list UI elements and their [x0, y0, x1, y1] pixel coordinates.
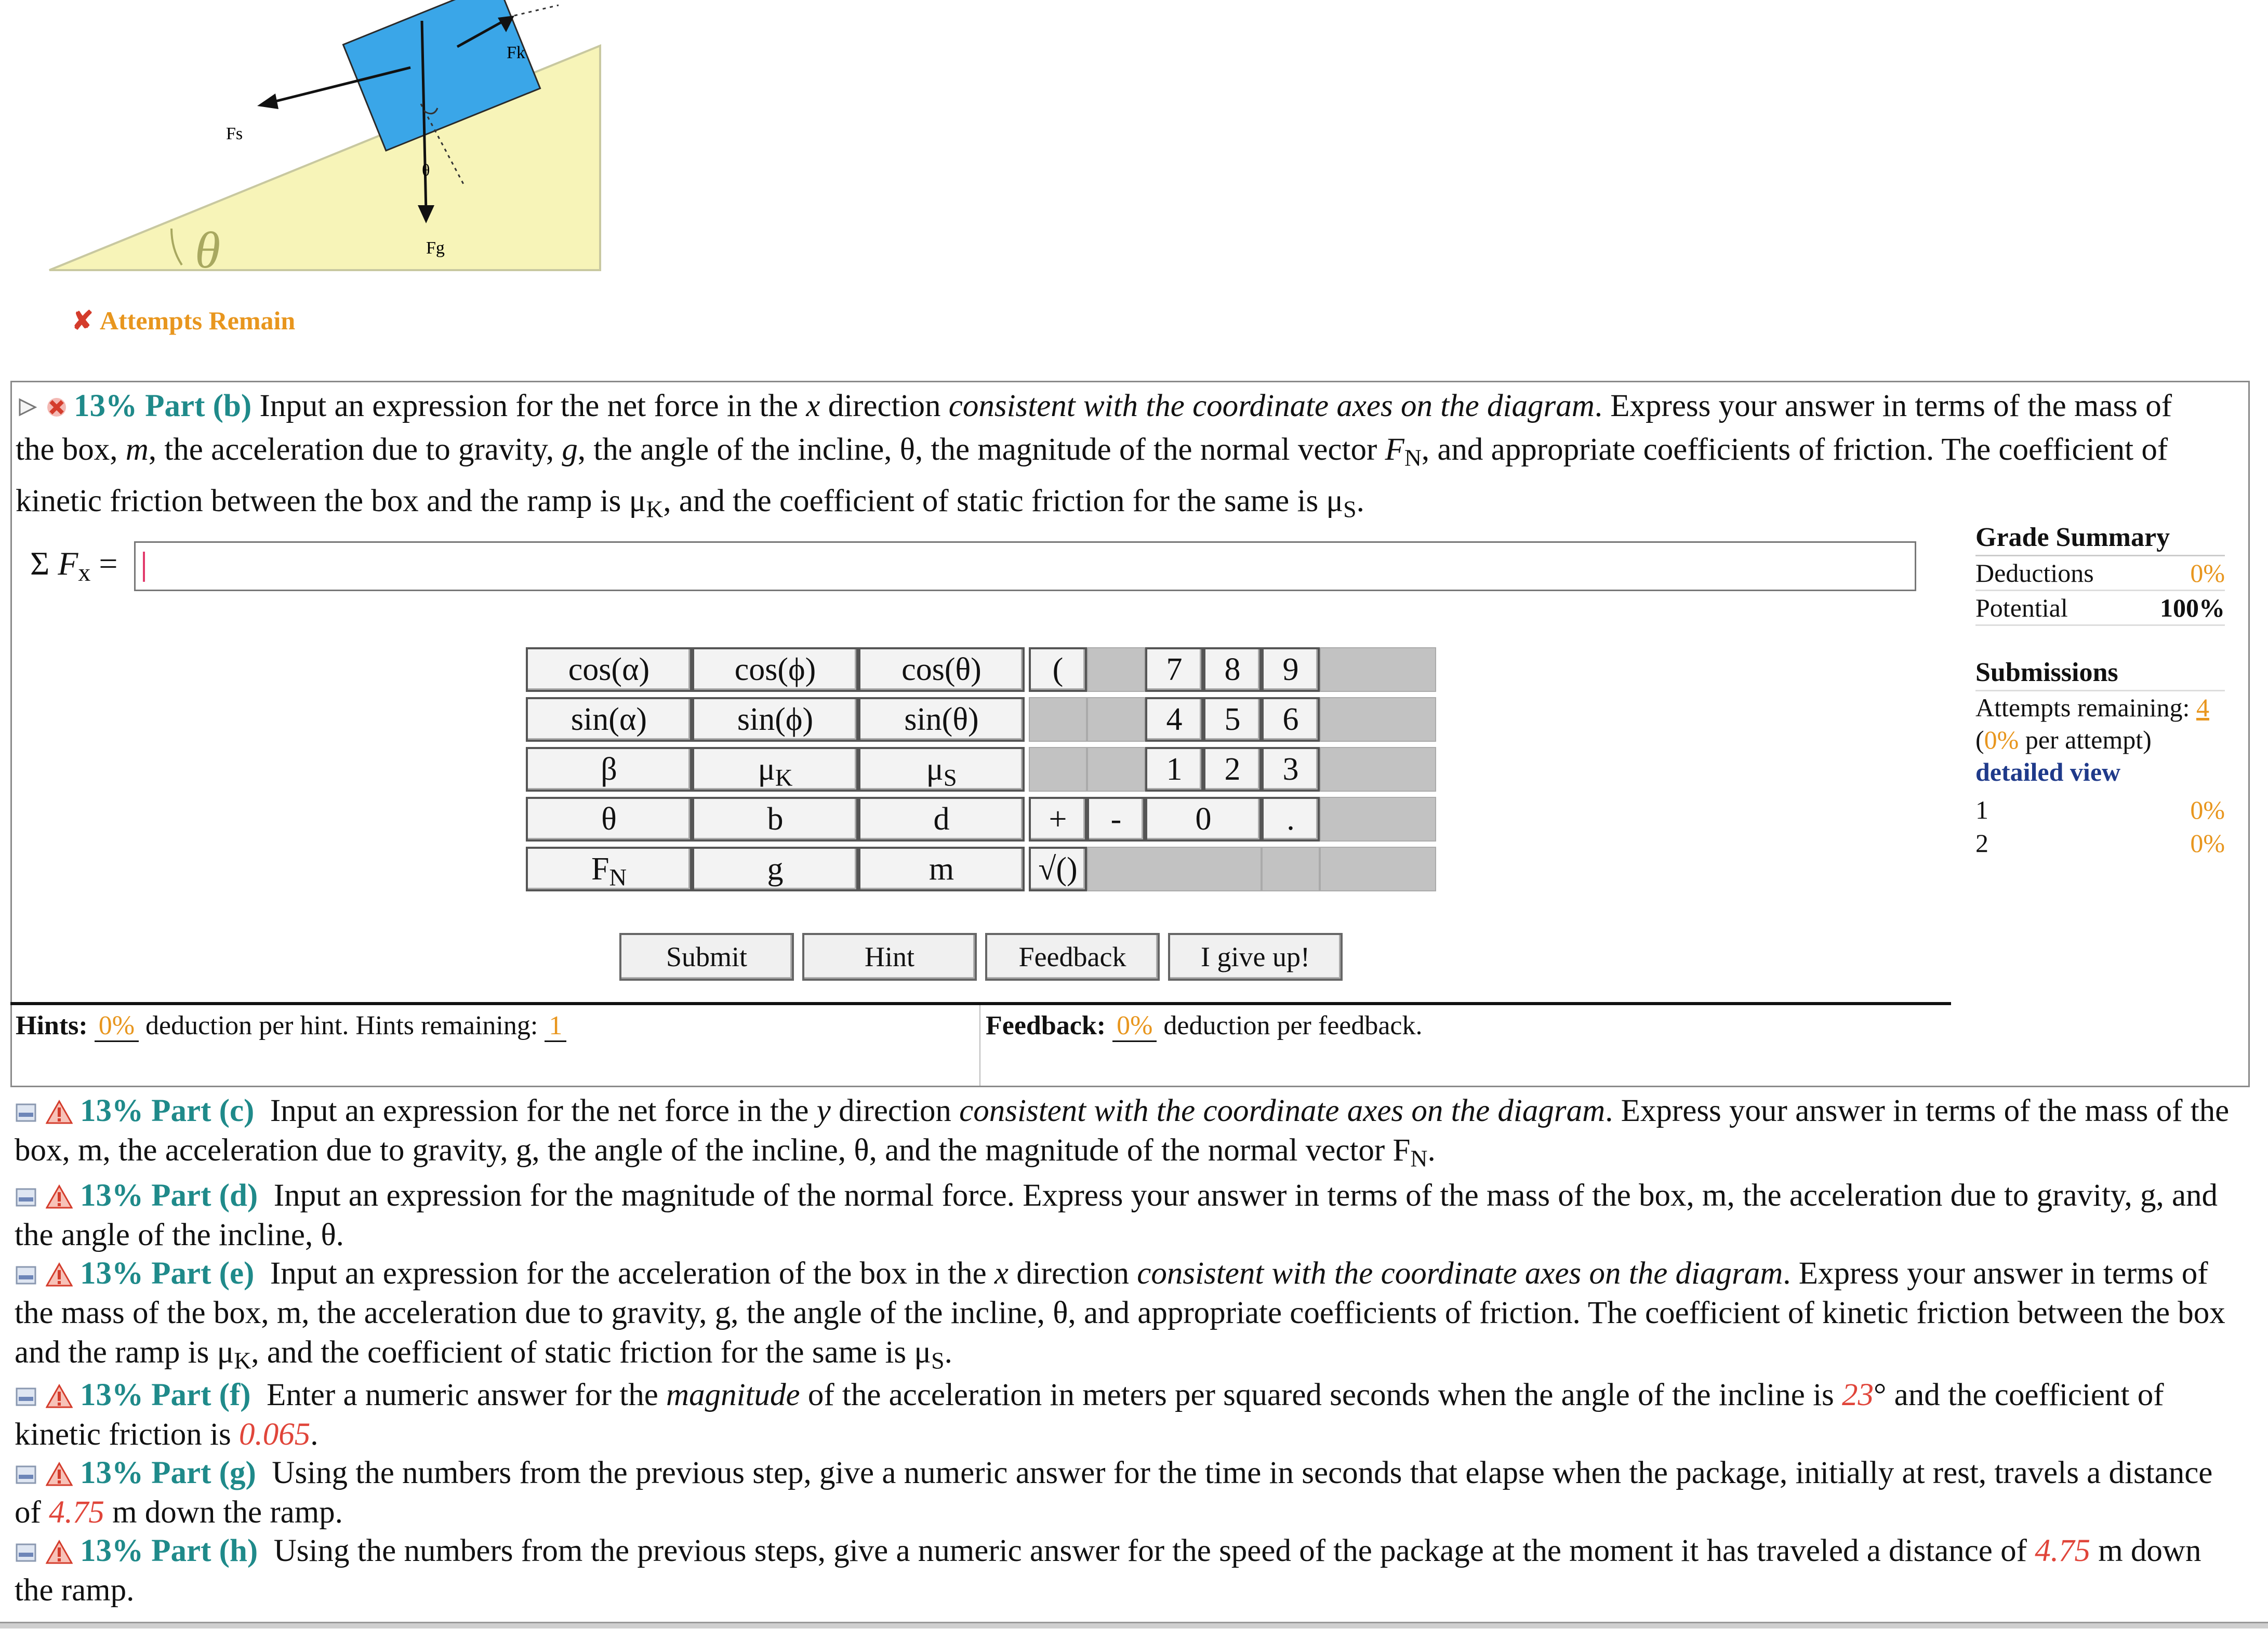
error-x-icon — [45, 395, 69, 419]
warning-icon — [46, 1262, 73, 1288]
blank-key — [1087, 647, 1145, 692]
blank-key — [1087, 697, 1145, 742]
incline-diagram — [47, 0, 608, 275]
doc-icon — [15, 1101, 37, 1124]
key-mu-k[interactable]: $\mu_K$ — [692, 747, 858, 792]
answer-input[interactable] — [134, 541, 1916, 591]
warning-icon — [46, 1461, 73, 1487]
doc-icon — [15, 1186, 37, 1209]
key-2[interactable]: 2 — [1203, 747, 1262, 792]
key-plus[interactable]: + — [1029, 797, 1087, 842]
doc-icon — [15, 1264, 37, 1287]
part-b-percent: 13% — [74, 389, 137, 423]
give-up-button[interactable]: I give up! — [1168, 933, 1343, 981]
blank-key — [1029, 697, 1087, 742]
doc-icon — [15, 1385, 37, 1408]
detailed-view-link[interactable]: detailed view — [1975, 757, 2121, 786]
key-b[interactable]: b — [692, 797, 858, 842]
warning-icon — [46, 1099, 73, 1125]
key-0[interactable]: 0 — [1145, 797, 1262, 842]
key-9[interactable]: 9 — [1262, 647, 1320, 692]
divider — [979, 1005, 980, 1086]
submit-button[interactable]: Submit — [619, 933, 794, 981]
blank-key — [1320, 647, 1436, 692]
key-7[interactable]: 7 — [1145, 647, 1203, 692]
key-m[interactable]: m — [858, 847, 1025, 891]
hints-info: Hints: 0% deduction per hint. Hints remaining: 1 — [16, 1010, 566, 1041]
blank-key — [1320, 847, 1436, 891]
blank-key — [1029, 747, 1087, 792]
feedback-info: Feedback: 0% deduction per feedback. — [986, 1010, 1423, 1041]
key-sin-phi[interactable]: sin(ϕ) — [692, 697, 858, 742]
doc-icon — [15, 1463, 37, 1486]
label-fs: Fs — [226, 124, 243, 143]
part-b-label: Part (b) — [145, 389, 252, 423]
key-g[interactable]: g — [692, 847, 858, 891]
key-cos-phi[interactable]: cos(ϕ) — [692, 647, 858, 692]
part-d-row[interactable]: 13% Part (d) Input an expression for the magnitude of the normal force. Express your answer in terms of the mass of the box, m, the acceleration due to gravity, g, and the angle of the incline, θ. — [15, 1178, 2218, 1252]
attempts-remain-notice: ✘ Attempts Remain — [72, 306, 296, 335]
warning-icon — [46, 1184, 73, 1210]
doc-icon — [15, 1541, 37, 1564]
part-g-row[interactable]: 13% Part (g) Using the numbers from the previous step, give a numeric answer for the time in seconds that elapse when the package, initially at rest, travels a distance of 4.75 m down the ramp. — [15, 1456, 2213, 1530]
key-1[interactable]: 1 — [1145, 747, 1203, 792]
blank-key — [1320, 747, 1436, 792]
label-theta-small: θ — [422, 161, 430, 179]
key-6[interactable]: 6 — [1262, 697, 1320, 742]
part-f-row[interactable]: 13% Part (f) Enter a numeric answer for the magnitude of the acceleration in meters per squared seconds when the angle of the incline is 23° and the coefficient of kinetic friction is 0.065. — [15, 1378, 2164, 1452]
submission-row: 1 0% — [1975, 795, 2225, 824]
blank-key — [1320, 797, 1436, 842]
error-x-icon: ✘ — [72, 306, 94, 335]
warning-icon — [46, 1383, 73, 1409]
key-5[interactable]: 5 — [1203, 697, 1262, 742]
divider — [10, 1002, 1951, 1005]
play-icon[interactable] — [16, 395, 39, 419]
footer-bar — [0, 1622, 2268, 1628]
submission-row: 2 0% — [1975, 829, 2225, 858]
attempts-remaining: Attempts remaining: 4 (0% per attempt) — [1975, 693, 2209, 754]
label-theta-large: θ — [195, 221, 221, 275]
key-mu-s[interactable]: $\mu_S$ — [858, 747, 1025, 792]
key-minus[interactable]: - — [1087, 797, 1145, 842]
key-4[interactable]: 4 — [1145, 697, 1203, 742]
blank-key — [1087, 747, 1145, 792]
blank-key — [1262, 847, 1320, 891]
key-8[interactable]: 8 — [1203, 647, 1262, 692]
key-sin-alpha[interactable]: sin(α) — [526, 697, 692, 742]
grade-summary — [1975, 522, 2225, 860]
key-cos-theta[interactable]: cos(θ) — [858, 647, 1025, 692]
label-fg: Fg — [426, 238, 445, 258]
warning-icon — [46, 1539, 73, 1565]
key-theta[interactable]: θ — [526, 797, 692, 842]
hint-button[interactable]: Hint — [802, 933, 977, 981]
key-fn[interactable]: $F_N$ — [526, 847, 692, 891]
key-sqrt[interactable]: √() — [1029, 847, 1087, 891]
deductions-row: Deductions 0% — [1975, 556, 2225, 591]
key-open-paren[interactable]: ( — [1029, 647, 1087, 692]
key-beta[interactable]: β — [526, 747, 692, 792]
label-fk: Fk — [507, 43, 525, 62]
key-cos-alpha[interactable]: cos(α) — [526, 647, 692, 692]
key-sin-theta[interactable]: sin(θ) — [858, 697, 1025, 742]
part-b-question: 13% Part (b) Input an expression for the net force in the x direction consistent with the coordinate axes on the diagram. Express your answer in terms of the mass of the box, m, the acceleration due to gravity, g, the angle of the incline, θ, the magnitude of the normal vector $F_N$, and appropriate coefficients of friction. The coefficient of kinetic friction between the box and the ramp is $\mu_K$, and the coefficient of static friction for the same is $\mu_S$. — [16, 389, 2172, 523]
part-e-row[interactable]: 13% Part (e) Input an expression for the acceleration of the box in the x direction consistent with the coordinate axes on the diagram. Express your answer in terms of the mass of the box, m, the acceleration due to gravity, g, the angle of the incline, θ, and appropriate coefficients of friction. The coefficient of kinetic friction between the box and the ramp is $\mu_K$, and the coefficient of static friction for the same is $\mu_S$. — [15, 1256, 2225, 1374]
text-caret — [143, 552, 145, 582]
key-3[interactable]: 3 — [1262, 747, 1320, 792]
blank-key — [1320, 697, 1436, 742]
submissions-title: Submissions — [1975, 657, 2225, 691]
key-dot[interactable]: . — [1262, 797, 1320, 842]
grade-summary-title: Grade Summary — [1975, 522, 2225, 556]
feedback-button[interactable]: Feedback — [985, 933, 1160, 981]
sum-fx-label: Σ $F_x$ = — [30, 545, 118, 586]
blank-key — [1087, 847, 1262, 891]
key-d[interactable]: d — [858, 797, 1025, 842]
potential-row: Potential 100% — [1975, 591, 2225, 626]
part-h-row[interactable]: 13% Part (h) Using the numbers from the previous steps, give a numeric answer for the speed of the package at the moment it has traveled a distance of 4.75 m down the ramp. — [15, 1533, 2201, 1608]
part-c-row[interactable]: 13% Part (c) Input an expression for the net force in the y direction consistent with the coordinate axes on the diagram. Express your answer in terms of the mass of the box, m, the acceleration due to gravity, g, the angle of the incline, θ, and the magnitude of the normal vector $F_N$. — [15, 1093, 2230, 1172]
